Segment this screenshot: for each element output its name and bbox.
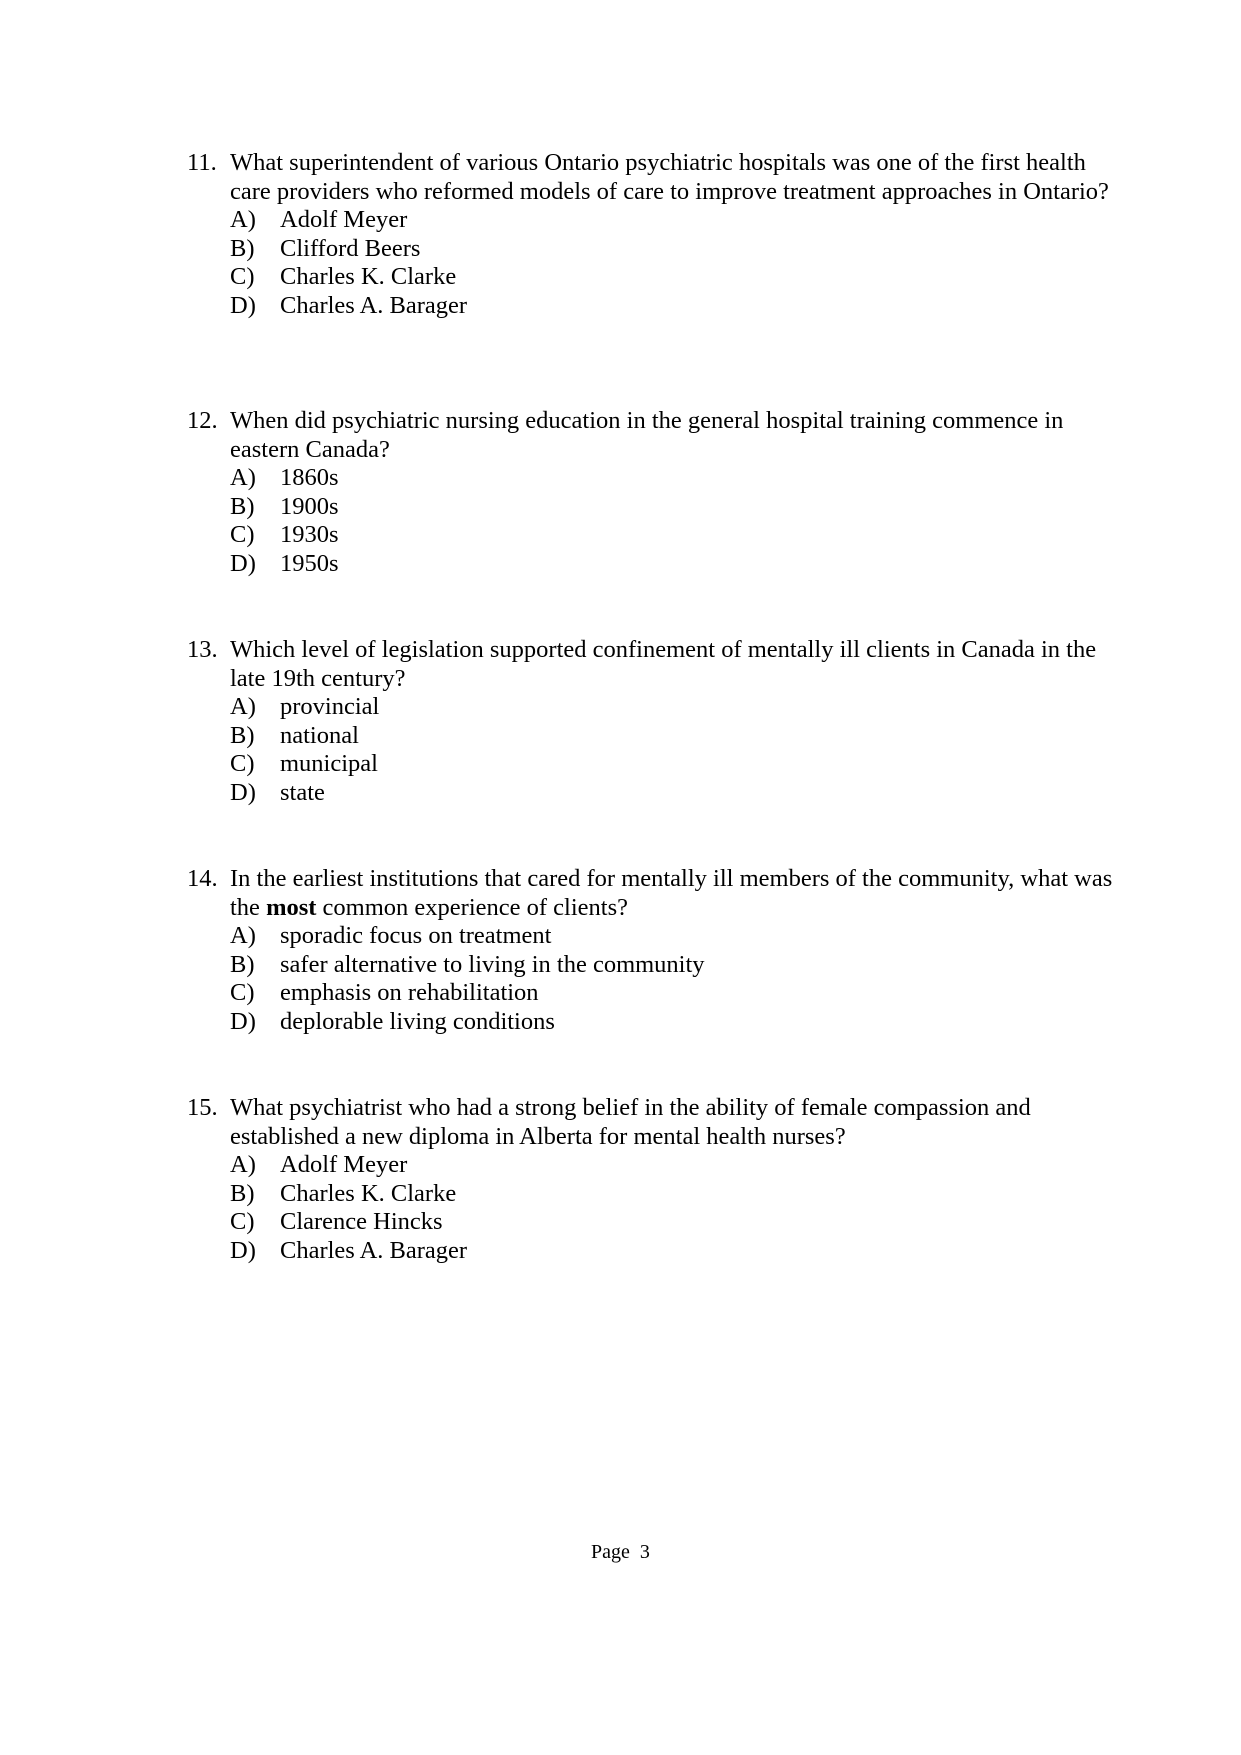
option-letter: C) bbox=[230, 1208, 255, 1236]
option-b bbox=[230, 722, 1127, 751]
option-text: municipal bbox=[280, 750, 378, 778]
option-a bbox=[230, 1151, 1127, 1180]
option-text: state bbox=[280, 778, 325, 806]
question-stem bbox=[187, 1094, 1127, 1151]
option-d bbox=[230, 779, 1127, 808]
option-letter: C) bbox=[230, 750, 255, 778]
option-c bbox=[230, 263, 1127, 292]
option-text: 1860s bbox=[280, 464, 339, 492]
question-stem bbox=[187, 407, 1127, 464]
option-c bbox=[230, 521, 1127, 550]
option-text: Adolf Meyer bbox=[280, 1151, 408, 1179]
option-letter: D) bbox=[230, 291, 256, 319]
option-d bbox=[230, 1237, 1127, 1266]
page-number: Page 3 bbox=[591, 1541, 650, 1563]
option-letter: C) bbox=[230, 263, 255, 291]
option-text: deplorable living conditions bbox=[280, 1007, 555, 1035]
option-a bbox=[230, 922, 1127, 951]
option-text: Charles K. Clarke bbox=[280, 1179, 457, 1207]
page-number-footer bbox=[0, 1540, 1241, 1564]
option-text: national bbox=[280, 721, 359, 749]
question-text: What psychiatrist who had a strong belief in the ability of female compassion and established a new diploma in Alberta for mental health nurses? bbox=[230, 1094, 1031, 1150]
question-number: 11. bbox=[187, 149, 217, 176]
question-text: Which level of legislation supported confinement of mentally ill clients in Canada in the late 19th century? bbox=[230, 636, 1097, 692]
option-text: Clarence Hincks bbox=[280, 1208, 443, 1236]
option-letter: B) bbox=[230, 492, 255, 520]
question-text bbox=[230, 865, 1127, 922]
option-letter: D) bbox=[230, 1007, 256, 1035]
option-text: Charles A. Barager bbox=[280, 291, 468, 319]
option-a bbox=[230, 693, 1127, 722]
question-text-end: common experience of clients? bbox=[316, 893, 628, 921]
option-c bbox=[230, 750, 1127, 779]
option-text: provincial bbox=[280, 693, 380, 721]
option-letter: B) bbox=[230, 234, 255, 262]
question-stem bbox=[187, 636, 1127, 693]
option-letter: D) bbox=[230, 778, 256, 806]
question-number: 14. bbox=[187, 865, 218, 892]
question-text: When did psychiatric nursing education in the general hospital training commence in eastern Canada? bbox=[230, 407, 1064, 463]
option-text: emphasis on rehabilitation bbox=[280, 979, 539, 1007]
option-letter: A) bbox=[230, 1151, 256, 1179]
question-text-start: In the earliest institutions that cared for mentally ill members of the community, what was the bbox=[230, 865, 1113, 921]
option-d bbox=[230, 292, 1127, 321]
option-letter: A) bbox=[230, 464, 256, 492]
question-15 bbox=[187, 1094, 1127, 1266]
option-letter: A) bbox=[230, 693, 256, 721]
option-letter: C) bbox=[230, 979, 255, 1007]
question-text-emphasis: most bbox=[266, 893, 317, 921]
option-letter: D) bbox=[230, 1236, 256, 1264]
option-text: Charles K. Clarke bbox=[280, 263, 457, 291]
question-13 bbox=[187, 636, 1127, 808]
question-number: 13. bbox=[187, 636, 218, 663]
option-b bbox=[230, 493, 1127, 522]
option-c bbox=[230, 1208, 1127, 1237]
option-b bbox=[230, 235, 1127, 264]
option-d bbox=[230, 550, 1127, 579]
option-b bbox=[230, 1180, 1127, 1209]
option-letter: D) bbox=[230, 549, 256, 577]
question-12 bbox=[187, 407, 1127, 579]
option-c bbox=[230, 979, 1127, 1008]
question-number: 15. bbox=[187, 1094, 218, 1121]
option-b bbox=[230, 951, 1127, 980]
option-text: Charles A. Barager bbox=[280, 1236, 468, 1264]
question-number: 12. bbox=[187, 407, 218, 434]
option-text: safer alternative to living in the community bbox=[280, 950, 705, 978]
option-letter: A) bbox=[230, 922, 256, 950]
option-letter: C) bbox=[230, 521, 255, 549]
question-14 bbox=[187, 865, 1127, 1037]
option-letter: B) bbox=[230, 1179, 255, 1207]
option-text: Adolf Meyer bbox=[280, 206, 408, 234]
option-letter: A) bbox=[230, 206, 256, 234]
question-stem bbox=[187, 865, 1127, 922]
option-d bbox=[230, 1008, 1127, 1037]
option-text: 1930s bbox=[280, 521, 339, 549]
option-a bbox=[230, 206, 1127, 235]
option-a bbox=[230, 464, 1127, 493]
option-text: 1950s bbox=[280, 549, 339, 577]
option-letter: B) bbox=[230, 721, 255, 749]
option-text: Clifford Beers bbox=[280, 234, 421, 262]
option-text: sporadic focus on treatment bbox=[280, 922, 552, 950]
question-text: What superintendent of various Ontario psychiatric hospitals was one of the first health care providers who reformed models of care to improve treatment approaches in Ontario? bbox=[230, 149, 1109, 205]
question-11 bbox=[187, 149, 1127, 321]
option-letter: B) bbox=[230, 950, 255, 978]
question-stem bbox=[187, 149, 1127, 206]
option-text: 1900s bbox=[280, 492, 339, 520]
